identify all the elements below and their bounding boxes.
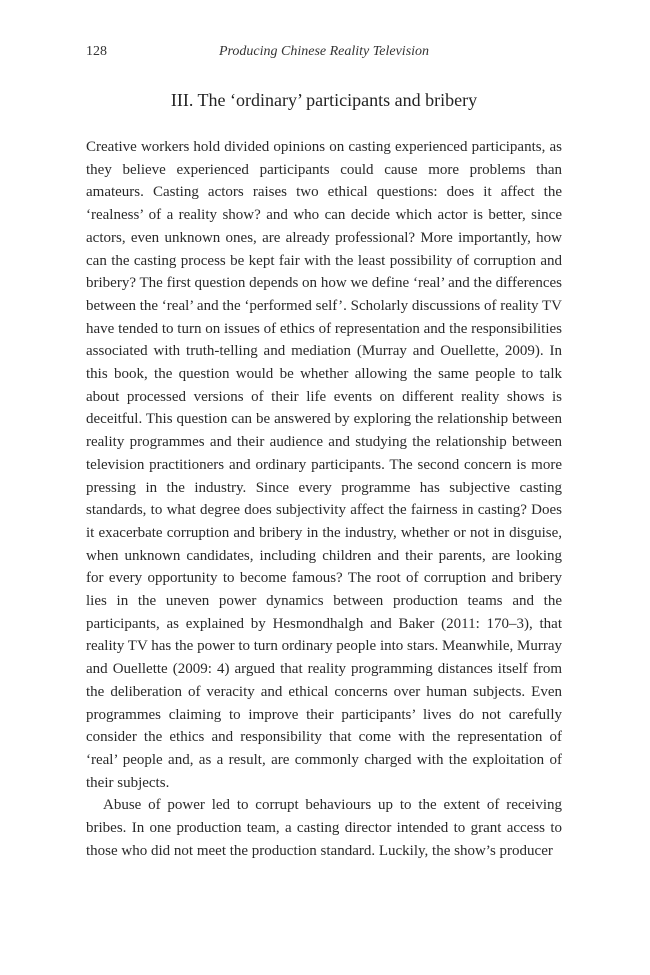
body-text [86,136,562,863]
section-heading: III. The ‘ordinary’ participants and bribery [170,90,478,110]
running-head [86,44,562,66]
running-title: Producing Chinese Reality Television [218,44,430,59]
paragraph: Creative workers hold divided opinions on casting experienced participants, as they believe experienced participants could cause more problems than amateurs. Casting actors raises two ethical questions: does it affect the ‘realness’ of a reality show? and who can decide which actor is better, since actors, even unknown ones, are already professional? More importantly, how can the casting process be kept fair with the least possibility of corruption and bribery? The first question depends on how we define ‘real’ and the differences between the ‘real’ and the ‘performed self’. Scholarly discussions of reality TV have tended to turn on issues of ethics of representation and the responsibilities associated with truth-telling and mediation (Murray and Ouellette, 2009). In this book, the question would be whether allowing the same people to talk about processed versions of their life events on different reality shows is deceitful. This question can be answered by exploring the relationship between reality programmes and their audience and studying the relationship between television practitioners and ordinary participants. The second concern is more pressing in the industry. Since every programme has subjective casting standards, to what degree does subjectivity affect the fairness in casting? Does it exacerbate corruption and bribery in the industry, whether or not in disguise, when unknown candidates, including children and their parents, are looking for every opportunity to become famous? The root of corruption and bribery lies in the uneven power dynamics between production teams and the participants, as explained by Hesmondhalgh and Baker (2011: 170–3), that reality TV has the power to turn ordinary people into stars. Meanwhile, Murray and Ouellette (2009: 4) argued that reality programming distances itself from the deliberation of veracity and ethical concerns over human subjects. Even programmes claiming to improve their participants’ lives do not carefully consider the ethics and responsibility that come with the representation of ‘real’ people and, as a result, are commonly charged with the exploitation of their subjects. [86,139,562,791]
paragraph: Abuse of power led to corrupt behaviours up to the extent of receiving bribes. In one production team, a casting director intended to grant access to those who did not meet the production standard. Luckily, the show’s producer [86,797,562,859]
page-number: 128 [86,44,107,59]
